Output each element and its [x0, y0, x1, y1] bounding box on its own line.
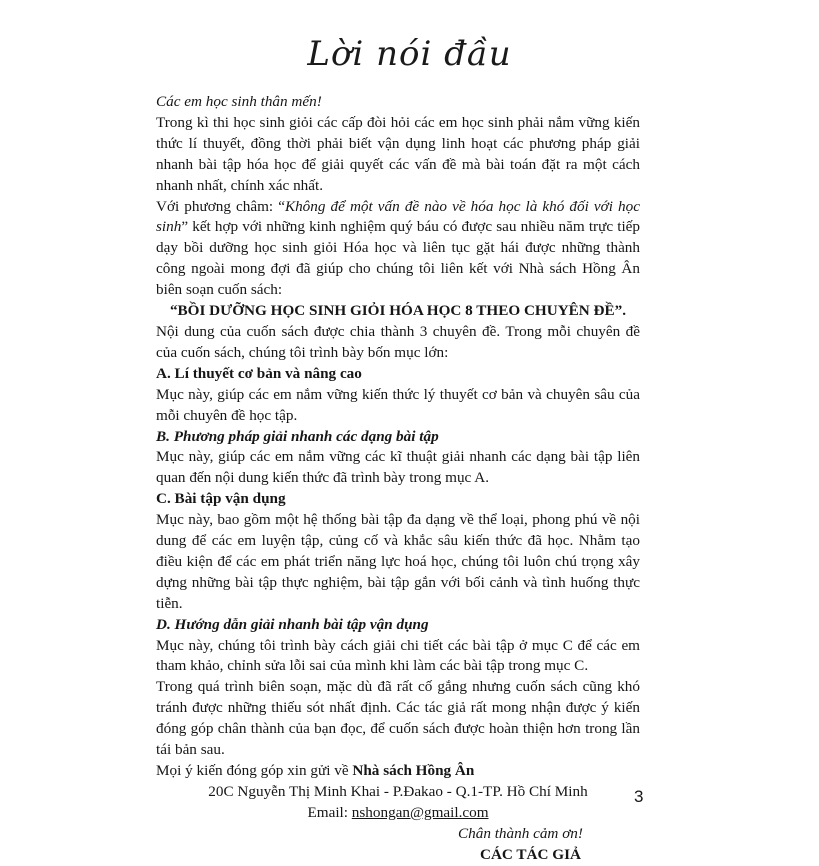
section-c-text: Mục này, bao gồm một hệ thống bài tập đa dạng về thể loại, phong phú về nội dung để các em luyện tập, củng cố và khắc sâu kiến thức đã học. Nhằm tạo điều kiện để các em phát triển năng lực hoá học, chúng tôi luôn chú trọng xây dựng những bài tập thực nghiệm, bài tập gắn với bối cảnh và tình huống thực tiễn.: [156, 511, 640, 612]
content-paragraph: Nội dung của cuốn sách được chia thành 3 chuyên đề. Trong mỗi chuyên đề của cuốn sách, chúng tôi trình bày bốn mục lớn:: [156, 322, 640, 361]
section-b-text: Mục này, giúp các em nắm vững các kĩ thuật giải nhanh các dạng bài tập liên quan đến nội dung kiến thức đã trình bày trong mục A.: [156, 448, 640, 487]
closing-paragraph: Trong quá trình biên soạn, mặc dù đã rất cố gắng nhưng cuốn sách cũng khó tránh được những thiếu sót nhất định. Các tác giả rất mong nhận được ý kiến đóng góp chân thành của bạn đọc, để cuốn sách được hoàn thiện hơn trong lần tái bản sau.: [156, 678, 640, 759]
email-address: nshongan@gmail.com: [351, 803, 489, 821]
motto-text: Không để một vấn đề nào về hóa học là khó đối với học sinh: [156, 197, 640, 236]
email-line: [156, 803, 640, 824]
thanks-line: Chân thành cảm ơn!: [458, 824, 583, 842]
section-b-heading: B. Phương pháp giải nhanh các dạng bài tập: [156, 427, 439, 445]
publisher-address: 20C Nguyễn Thị Minh Khai - P.Đakao - Q.1-TP. Hồ Chí Minh: [208, 782, 588, 800]
page-body: [156, 92, 640, 866]
intro-paragraph: Trong kì thi học sinh giỏi các cấp đòi hỏi các em học sinh phải nắm vững kiến thức lí thuyết, đồng thời phải biết vận dụng linh hoạt các phương pháp giải nhanh bài tập hóa học để giải quyết các vấn đề mà bài toán đặt ra một cách nhanh nhất, chính xác nhất.: [156, 113, 640, 194]
section-c-heading: C. Bài tập vận dụng: [156, 490, 286, 508]
publisher-name: Nhà sách Hồng Ân: [352, 762, 475, 779]
section-a-heading: A. Lí thuyết cơ bản và nâng cao: [156, 364, 362, 382]
contact-line: [156, 761, 640, 782]
greeting: Các em học sinh thân mến!: [156, 93, 322, 110]
page-number: 3: [634, 787, 644, 806]
motto-rest: ” kết hợp với những kinh nghiệm quý báu có được sau nhiều năm trực tiếp dạy bồi dưỡng học sinh giỏi Hóa học và liên tục gặt hái được những thành công ngoài mong đợi đã giúp cho chúng tôi liên kết với Nhà sách Hồng Ân biên soạn cuốn sách:: [156, 218, 640, 299]
section-a-text: Mục này, giúp các em nắm vững kiến thức lý thuyết cơ bản và chuyên sâu của mỗi chuyên đề học tập.: [156, 385, 640, 424]
motto-prefix: Với phương châm: “: [156, 197, 285, 215]
contact-prefix: Mọi ý kiến đóng góp xin gửi về: [156, 762, 353, 779]
section-d-text: Mục này, chúng tôi trình bày cách giải chi tiết các bài tập ở mục C để các em tham khảo, chỉnh sửa lỗi sai của mình khi làm các bài tập trong mục C.: [156, 636, 640, 675]
email-label: Email:: [307, 803, 352, 821]
motto-paragraph: [156, 197, 640, 302]
section-d-heading: D. Hướng dẫn giải nhanh bài tập vận dụng: [156, 615, 429, 633]
book-title: “BỒI DƯỠNG HỌC SINH GIỎI HÓA HỌC 8 THEO CHUYÊN ĐỀ”.: [169, 302, 627, 320]
page-title: Lời nói đầu: [307, 34, 512, 74]
authors-signature: CÁC TÁC GIẢ: [480, 845, 581, 863]
